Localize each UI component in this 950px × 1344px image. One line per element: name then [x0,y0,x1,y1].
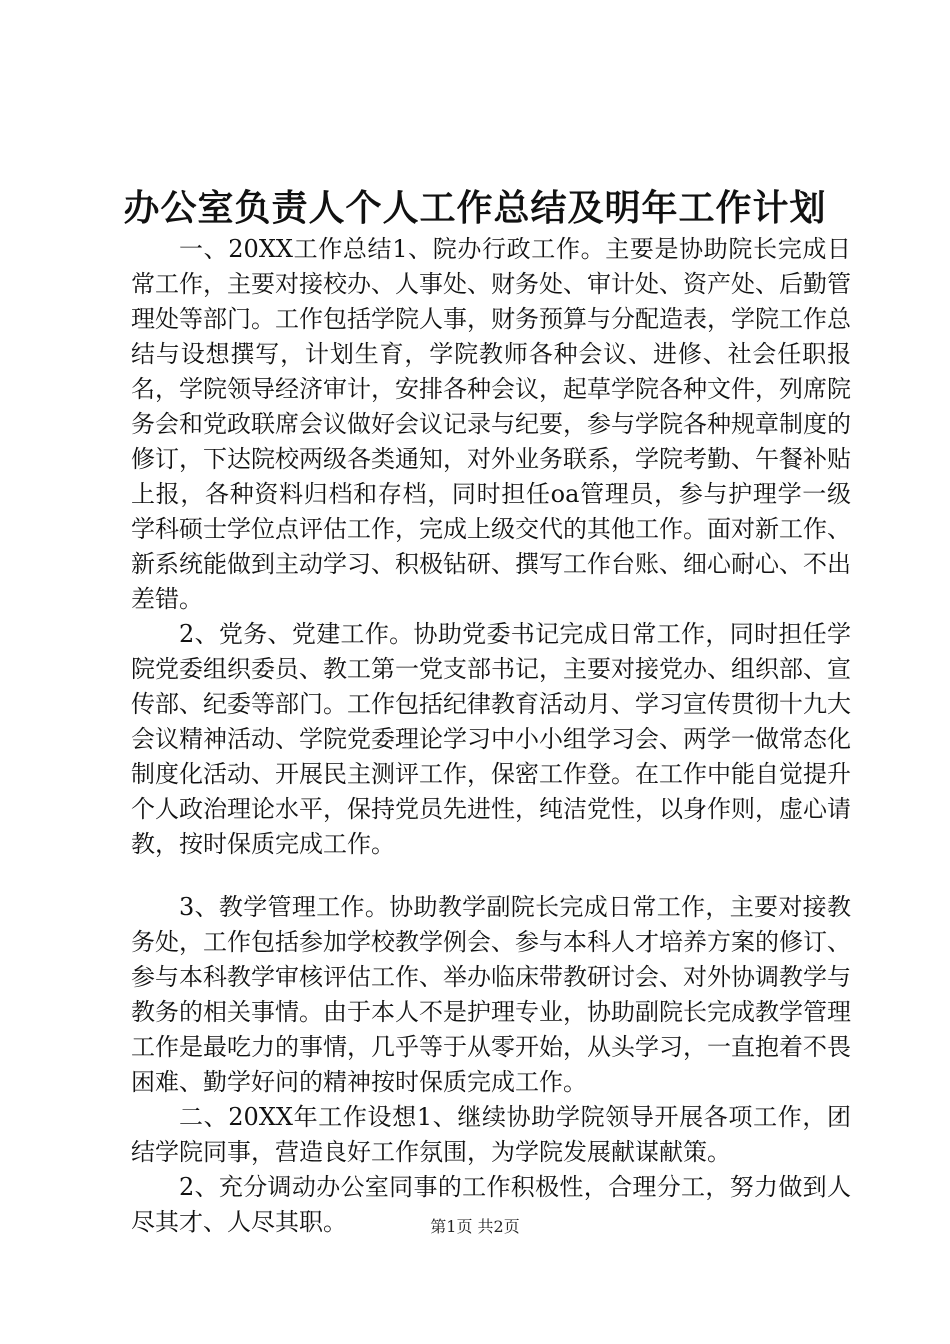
paragraph-teaching-management: 3、教学管理工作。协助教学副院长完成日常工作，主要对接教务处，工作包括参加学校教学例会、参与本科人才培养方案的修订、参与本科教学审核评估工作、举办临床带教研讨会、对外协调教学与教务的相关事情。由于本人不是护理专业，协助副院长完成教学管理工作是最吃力的事情，几乎等于从零开始，从头学习，一直抱着不畏困难、勤学好问的精神按时保质完成工作。 [131,893,851,1096]
paragraph-next-year-plan-2: 2、充分调动办公室同事的工作积极性，合理分工，努力做到人尽其才、人尽其职。 [131,1173,851,1236]
document-body [131,232,851,1240]
paragraph-party-work: 2、党务、党建工作。协助党委书记完成日常工作，同时担任学院党委组织委员、教工第一党支部书记，主要对接党办、组织部、宣传部、纪委等部门。工作包括纪律教育活动月、学习宣传贯彻十九大会议精神活动、学院党委理论学习中小小组学习会、两学一做常态化制度化活动、开展民主测评工作，保密工作登。在工作中能自觉提升个人政治理论水平，保持党员先进性，纯洁党性，以身作则，虚心请教，按时保质完成工作。 [131,620,851,858]
paragraph-work-summary-admin: 一、20XX工作总结1、院办行政工作。主要是协助院长完成日常工作，主要对接校办、人事处、财务处、审计处、资产处、后勤管理处等部门。工作包括学院人事，财务预算与分配造表，学院工作总结与设想撰写，计划生育，学院教师各种会议、进修、社会任职报名，学院领导经济审计，安排各种会议，起草学院各种文件，列席院务会和党政联席会议做好会议记录与纪要，参与学院各种规章制度的修订，下达院校两级各类通知，对外业务联系，学院考勤、午餐补贴上报，各种资料归档和存档，同时担任oa管理员，参与护理学一级学科硕士学位点评估工作，完成上级交代的其他工作。面对新工作、新系统能做到主动学习、积极钻研、撰写工作台账、细心耐心、不出差错。 [131,235,851,613]
page-number-footer: 第1页 共2页 [430,1217,520,1236]
document-title: 办公室负责人个人工作总结及明年工作计划 [123,187,827,229]
paragraph-next-year-plan-1: 二、20XX年工作设想1、继续协助学院领导开展各项工作，团结学院同事，营造良好工作氛围，为学院发展献谋献策。 [131,1103,851,1166]
